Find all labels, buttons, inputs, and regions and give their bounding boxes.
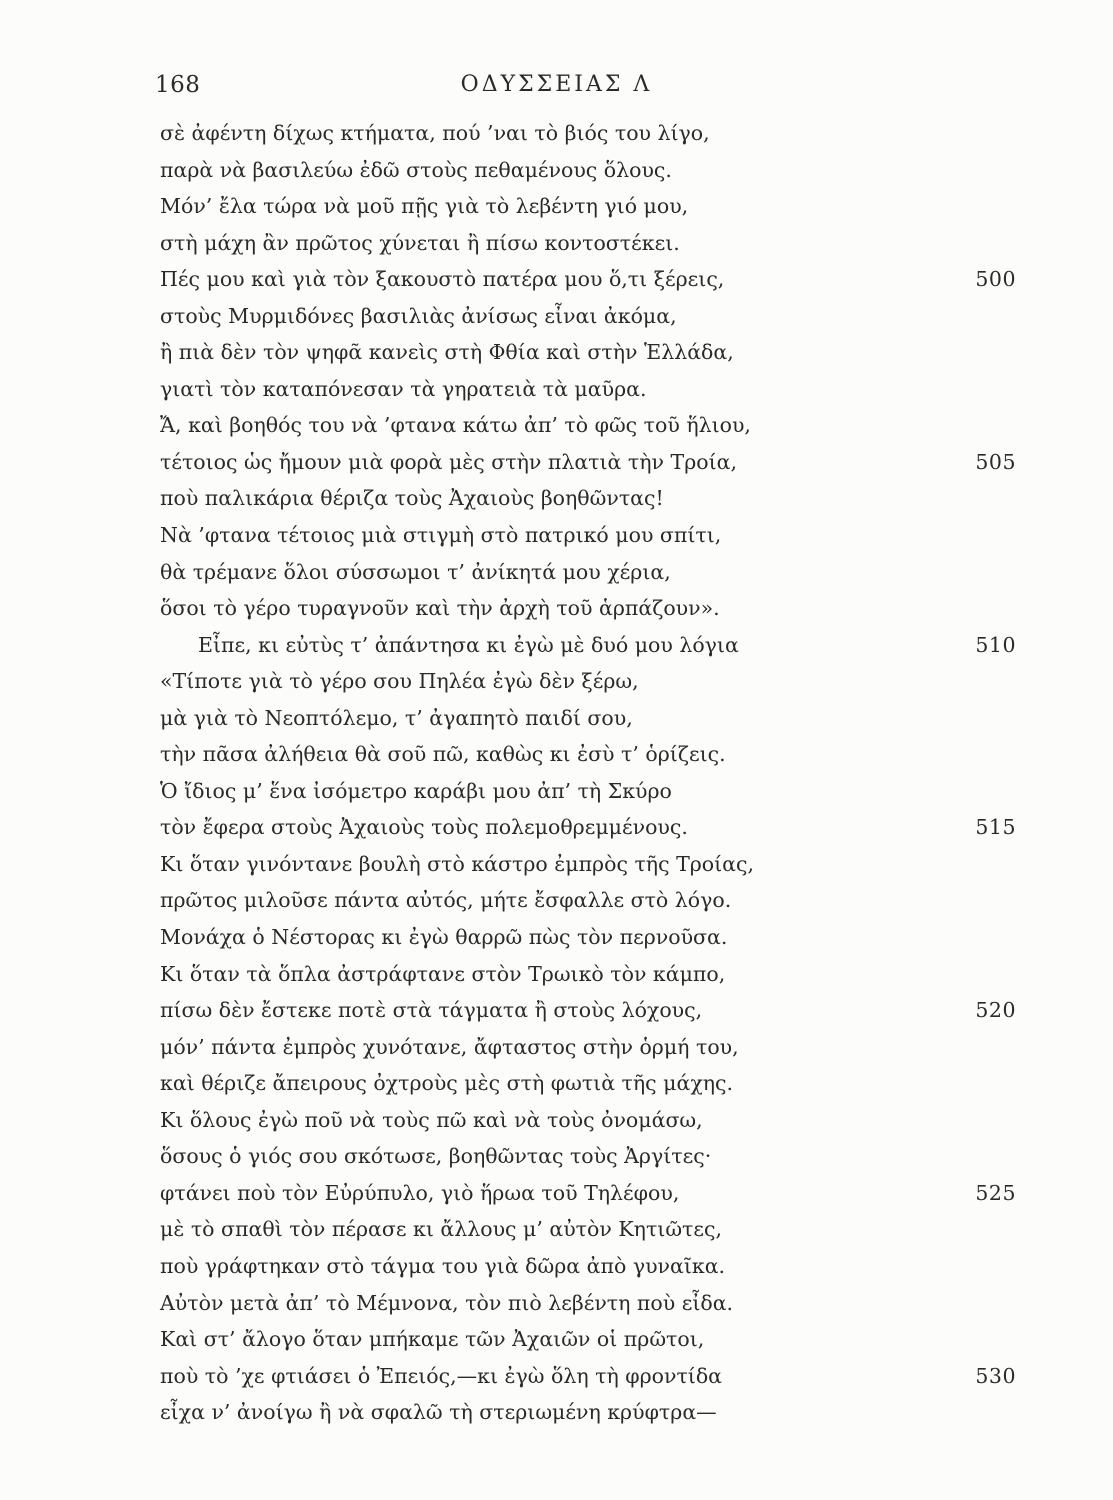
verse-text: ὅσους ὁ γιός σου σκότωσε, βοηθῶντας τοὺς Ἀργίτες· (160, 1144, 712, 1169)
verse-line (0, 956, 1113, 993)
verse-line (0, 1175, 1113, 1212)
verse-line (0, 992, 1113, 1029)
verse-text: Νὰ ’φτανα τέτοιος μιὰ στιγμὴ στὸ πατρικό μου σπίτι, (160, 523, 722, 548)
verse-line (0, 517, 1113, 554)
line-number: 505 (975, 449, 1016, 474)
verse-line (0, 700, 1113, 737)
verse-text: ποὺ τὸ ’χε φτιάσει ὁ Ἐπειός,—κι ἐγὼ ὅλη τὴ φροντίδα (160, 1363, 723, 1388)
verse-line (0, 444, 1113, 481)
verse-line (0, 1285, 1113, 1322)
verse-line (0, 1211, 1113, 1248)
verse-text: Κι ὅταν τὰ ὅπλα ἀστράφτανε στὸν Τρωικὸ τὸν κάμπο, (160, 961, 726, 986)
verse-text: Κι ὅλους ἐγὼ ποῦ νὰ τοὺς πῶ καὶ νὰ τοὺς ὀνομάσω, (160, 1107, 703, 1132)
running-header (0, 72, 1113, 108)
page-number: 168 (155, 72, 201, 98)
verse-line (0, 115, 1113, 152)
verse-line (0, 1321, 1113, 1358)
verse-text: ποὺ παλικάρια θέριζα τοὺς Ἀχαιοὺς βοηθῶντας! (160, 486, 664, 511)
verse-text: Κι ὅταν γινόντανε βουλὴ στὸ κάστρο ἐμπρὸς τῆς Τροίας, (160, 851, 755, 876)
verse-line (0, 846, 1113, 883)
verse-text: παρὰ νὰ βασιλεύω ἐδῶ στοὺς πεθαμένους ὅλους. (160, 157, 672, 182)
verse-text: ἢ πιὰ δὲν τὸν ψηφᾶ κανεὶς στὴ Φθία καὶ στὴν Ἑλλάδα, (160, 340, 734, 365)
verse-text: μὰ γιὰ τὸ Νεοπτόλεμο, τ’ ἀγαπητὸ παιδί σου, (160, 705, 633, 730)
verse-text: ὅσοι τὸ γέρο τυραγνοῦν καὶ τὴν ἀρχὴ τοῦ ἁρπάζουν». (160, 596, 720, 621)
verse-line (0, 480, 1113, 517)
line-number: 525 (975, 1180, 1016, 1205)
verse-line (0, 1138, 1113, 1175)
verse-text: Μονάχα ὁ Νέστορας κι ἐγὼ θαρρῶ πὼς τὸν περνοῦσα. (160, 925, 728, 950)
verse-line (0, 736, 1113, 773)
verse-line (0, 882, 1113, 919)
verse-text: καὶ θέριζε ἄπειρους ὀχτροὺς μὲς στὴ φωτιὰ τῆς μάχης. (160, 1071, 734, 1096)
verse-text: γιατὶ τὸν καταπόνεσαν τὰ γηρατειὰ τὰ μαῦρα. (160, 376, 647, 401)
verse-text: φτάνει ποὺ τὸν Εὐρύπυλο, γιὸ ἥρωα τοῦ Τηλέφου, (160, 1180, 680, 1205)
verse-text: πίσω δὲν ἔστεκε ποτὲ στὰ τάγματα ἢ στοὺς λόχους, (160, 998, 703, 1023)
verse-line (0, 225, 1113, 262)
verse-line (0, 773, 1113, 810)
verse-text: θὰ τρέμανε ὅλοι σύσσωμοι τ’ ἀνίκητά μου χέρια, (160, 559, 671, 584)
verse-text: Εἶπε, κι εὐτὺς τ’ ἀπάντησα κι ἐγὼ μὲ δυό μου λόγια (198, 632, 739, 657)
line-number: 520 (975, 998, 1016, 1023)
verse-line (0, 261, 1113, 298)
line-number: 515 (975, 815, 1016, 840)
verse-text: τὴν πᾶσα ἀλήθεια θὰ σοῦ πῶ, καθὼς κι ἐσὺ τ’ ὁρίζεις. (160, 742, 726, 767)
verse-line (0, 590, 1113, 627)
verse-text: σὲ ἀφέντη δίχως κτήματα, πού ’ναι τὸ βιός του λίγο, (160, 121, 710, 145)
verse-text: Μόν’ ἔλα τώρα νὰ μοῦ πῇς γιὰ τὸ λεβέντη γιό μου, (160, 194, 689, 219)
verse-line (0, 809, 1113, 846)
verse-text: στὴ μάχη ἂν πρῶτος χύνεται ἢ πίσω κοντοστέκει. (160, 230, 680, 255)
verse-text: Αὐτὸν μετὰ ἀπ’ τὸ Μέμνονα, τὸν πιὸ λεβέντη ποὺ εἶδα. (160, 1290, 734, 1315)
verse-line (0, 1358, 1113, 1395)
verse-text: ποὺ γράφτηκαν στὸ τάγμα του γιὰ δῶρα ἀπὸ γυναῖκα. (160, 1253, 726, 1278)
verse-line (0, 1065, 1113, 1102)
verse-line (0, 298, 1113, 335)
verse-line (0, 663, 1113, 700)
verse-line (0, 1394, 1113, 1431)
verse-line (0, 407, 1113, 444)
verse-line (0, 188, 1113, 225)
verse-text: τὸν ἔφερα στοὺς Ἀχαιοὺς τοὺς πολεμοθρεμμένους. (160, 815, 688, 840)
line-number: 510 (975, 632, 1016, 657)
verse-text: Ἄ, καὶ βοηθός του νὰ ’φτανα κάτω ἀπ’ τὸ φῶς τοῦ ἥλιου, (160, 413, 751, 438)
verse-line (0, 627, 1113, 664)
verse-line (0, 554, 1113, 591)
verse-text: πρῶτος μιλοῦσε πάντα αὐτός, μήτε ἔσφαλλε στὸ λόγο. (160, 888, 732, 913)
verse-line (0, 371, 1113, 408)
verse-text: Ὁ ἴδιος μ’ ἕνα ἰσόμετρο καράβι μου ἀπ’ τὴ Σκύρο (160, 778, 672, 803)
line-number: 500 (975, 267, 1016, 292)
verse-text: Πές μου καὶ γιὰ τὸν ξακουστὸ πατέρα μου ὅ,τι ξέρεις, (160, 267, 725, 292)
verse-line (0, 1029, 1113, 1066)
verse-text: μὲ τὸ σπαθὶ τὸν πέρασε κι ἄλλους μ’ αὐτὸν Κητιῶτες, (160, 1217, 722, 1242)
verse-text: εἶχα ν’ ἀνοίγω ἢ νὰ σφαλῶ τὴ στεριωμένη κρύφτρα— (160, 1400, 717, 1425)
verse-line (0, 152, 1113, 189)
verse-text: «Τίποτε γιὰ τὸ γέρο σου Πηλέα ἐγὼ δὲν ξέρω, (160, 669, 639, 694)
verse-text: τέτοιος ὡς ἤμουν μιὰ φορὰ μὲς στὴν πλατιὰ τὴν Τροία, (160, 449, 737, 474)
verse-block (0, 115, 1113, 1431)
verse-line (0, 1248, 1113, 1285)
line-number: 530 (975, 1363, 1016, 1388)
verse-line (0, 919, 1113, 956)
verse-line (0, 1102, 1113, 1139)
verse-text: Καὶ στ’ ἄλογο ὅταν μπήκαμε τῶν Ἀχαιῶν οἱ πρῶτοι, (160, 1327, 705, 1352)
verse-text: μόν’ πάντα ἐμπρὸς χυνότανε, ἄφταστος στὴν ὁρμή του, (160, 1034, 739, 1059)
verse-text: στοὺς Μυρμιδόνες βασιλιὰς ἀνίσως εἶναι ἀκόμα, (160, 303, 677, 328)
running-title: ΟΔΥΣΣΕΙΑΣ Λ (460, 72, 653, 97)
verse-line (0, 334, 1113, 371)
